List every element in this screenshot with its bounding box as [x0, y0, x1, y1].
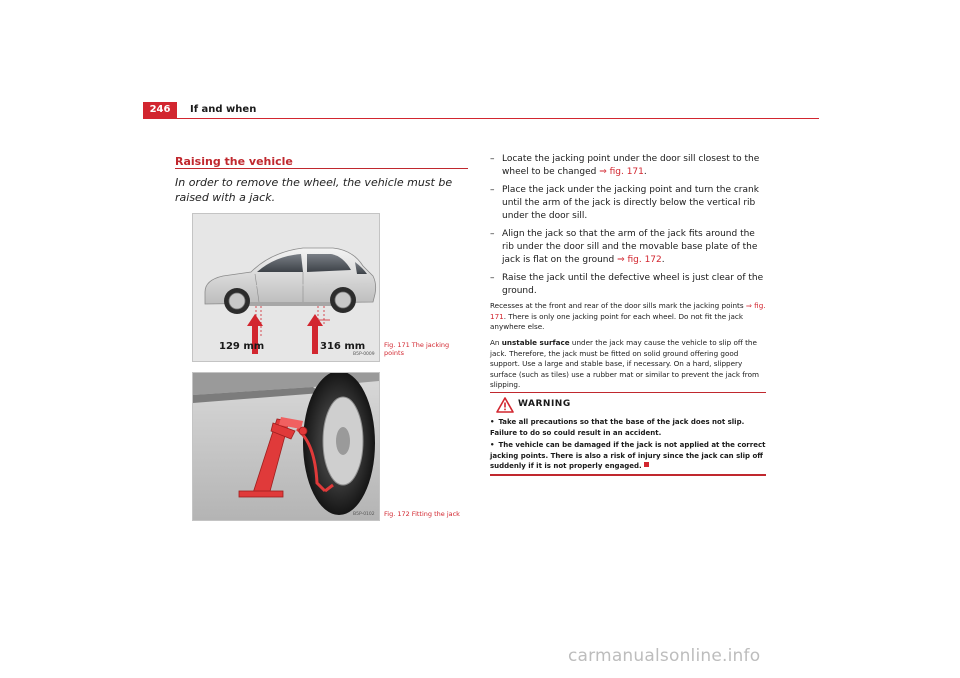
figure-fitting-jack — [192, 372, 380, 521]
warning-triangle-icon — [496, 397, 514, 413]
figure-171-caption: Fig. 171 The jacking points — [384, 341, 450, 357]
step-item: – Raise the jack until the defective wheel is just clear of the ground. — [490, 273, 764, 296]
cross-reference-link[interactable]: ⇒ fig. 171 — [599, 167, 644, 177]
section-title: Raising the vehicle — [175, 155, 293, 168]
warning-bottom-rule — [490, 474, 766, 476]
running-head: If and when — [190, 104, 257, 115]
header-rule — [143, 118, 819, 119]
cross-reference-link[interactable]: ⇒ fig. 172 — [617, 255, 662, 265]
page-number: 246 — [143, 102, 177, 118]
car-side-illustration — [193, 214, 379, 361]
jack-illustration — [193, 373, 379, 520]
warning-box — [490, 392, 766, 476]
figure-code: B5P-0009 — [353, 352, 375, 357]
step-item: – Align the jack so that the arm of the jack fits around the rib under the door sill and the movable base plate of the jack is flat on the ground ⇒ fig. 172. — [490, 229, 758, 265]
warning-top-rule — [490, 392, 766, 393]
end-of-section-mark — [644, 462, 649, 467]
warning-item: • The vehicle can be damaged if the jack is not applied at the correct jacking points. There is also a risk of injury since the jack can slip off suddenly if it is not properly engaged. — [490, 441, 766, 470]
watermark: carmanualsonline.info — [568, 646, 761, 666]
cross-reference-link[interactable]: ⇒ fig. 171 — [490, 301, 766, 321]
step-item: – Locate the jacking point under the door sill closest to the wheel to be changed ⇒ fig. 171. — [490, 154, 760, 177]
dimension-label-right: 316 mm — [320, 341, 366, 352]
warning-title: WARNING — [518, 399, 571, 409]
dimension-label-left: 129 mm — [219, 341, 265, 352]
procedure-steps — [490, 153, 766, 303]
note-paragraph-unstable-surface: An unstable surface under the jack may cause the vehicle to slip off the jack. Therefore, the jack must be fitted on solid ground offering good support. Use a large and stable base, if necessary. On a hard, slippery surface (such as tiles) use a rubber mat or similar to prevent the jack from slipping. — [490, 338, 759, 389]
step-item: – Place the jack under the jacking point and turn the crank until the arm of the jack is directly below the vertical rib under the door sill. — [490, 185, 759, 221]
section-intro: In order to remove the wheel, the vehicle must be raised with a jack. — [175, 176, 453, 204]
figure-jacking-points — [192, 213, 380, 362]
note-paragraph-jacking-points: Recesses at the front and rear of the door sills mark the jacking points ⇒ fig. 171. There is only one jacking point for each wheel. Do not fit the jack anywhere else. — [490, 301, 766, 331]
figure-172-caption: Fig. 172 Fitting the jack — [384, 510, 460, 518]
section-title-rule — [175, 168, 468, 169]
figure-code: B5P-0102 — [353, 512, 375, 517]
warning-item: • Take all precautions so that the base of the jack does not slip. Failure to do so could result in an accident. — [490, 418, 745, 437]
